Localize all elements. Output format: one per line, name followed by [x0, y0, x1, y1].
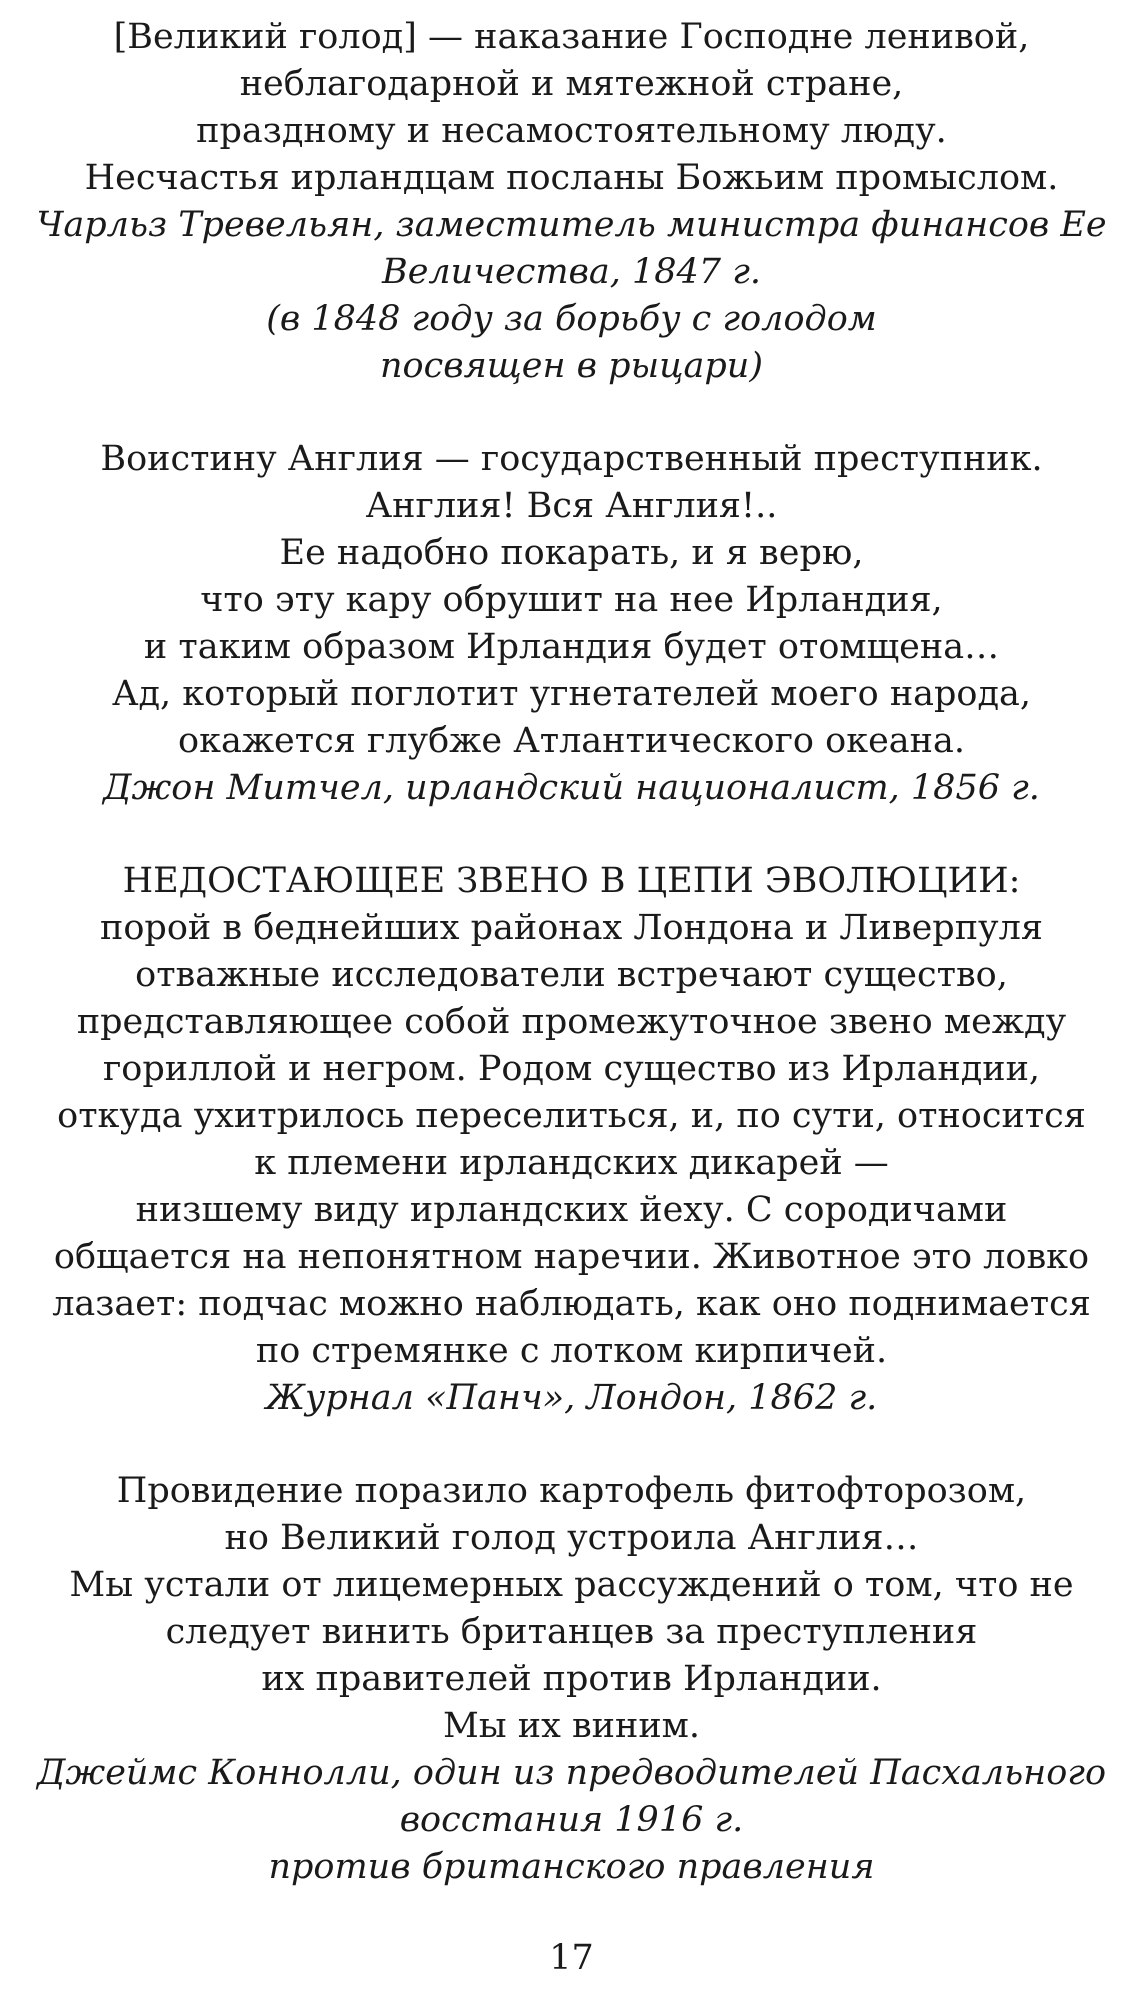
- quote-line: к племени ирландских дикарей —: [254, 1143, 889, 1183]
- quote-line: отважные исследователи встречают существо,: [135, 955, 1008, 995]
- quote-line: следует винить британцев за преступления: [165, 1612, 978, 1652]
- quote-line: Ад, который поглотит угнетателей моего народа,: [111, 674, 1032, 714]
- attribution-line: Джон Митчел, ирландский националист, 1856 г.: [103, 768, 1040, 808]
- quote-line: [Великий голод] — наказание Господне ленивой,: [113, 17, 1030, 57]
- quote-line: Воистину Англия — государственный преступник.: [100, 439, 1043, 479]
- page-number: 17: [549, 1938, 594, 1978]
- quote-line: по стремянке с лотком кирпичей.: [255, 1331, 888, 1371]
- quote-line: представляющее собой промежуточное звено между: [76, 1002, 1067, 1042]
- epigraph-punch: [20, 858, 1123, 1422]
- quote-line: Провидение поразило картофель фитофторозом,: [116, 1471, 1027, 1511]
- attribution-line: против британского правления: [268, 1847, 875, 1887]
- quote-line: окажется глубже Атлантического океана.: [178, 721, 965, 761]
- quote-line: что эту кару обрушит на нее Ирландия,: [200, 580, 943, 620]
- attribution-line: Джеймс Коннолли, один из предводителей Пасхального: [36, 1753, 1107, 1793]
- quote-line: их правителей против Ирландии.: [261, 1659, 882, 1699]
- epigraph-mitchel: [20, 436, 1123, 812]
- epigraph-connolly: [20, 1468, 1123, 1891]
- attribution-line: (в 1848 году за борьбу с голодом: [266, 299, 877, 339]
- quote-line: но Великий голод устроила Англия…: [224, 1518, 919, 1558]
- quote-line: Мы их виним.: [442, 1706, 701, 1746]
- quote-line: НЕДОСТАЮЩЕЕ ЗВЕНО В ЦЕПИ ЭВОЛЮЦИИ:: [122, 861, 1021, 901]
- attribution-line: Величества, 1847 г.: [381, 252, 762, 292]
- quote-line: Несчастья ирландцам посланы Божьим промыслом.: [84, 158, 1059, 198]
- attribution-line: восстания 1916 г.: [399, 1800, 744, 1840]
- quote-line: неблагодарной и мятежной стране,: [239, 64, 904, 104]
- attribution-line: Чарльз Тревельян, заместитель министра финансов Ее: [36, 205, 1107, 245]
- quote-line: Англия! Вся Англия!..: [365, 486, 778, 526]
- epigraph-trevelyan: [20, 14, 1123, 390]
- quote-line: Ее надобно покарать, и я верю,: [279, 533, 864, 573]
- quote-line: праздному и несамостоятельному люду.: [196, 111, 947, 151]
- quote-line: откуда ухитрилось переселиться, и, по сути, относится: [57, 1096, 1086, 1136]
- quote-line: порой в беднейших районах Лондона и Ливерпуля: [100, 908, 1043, 948]
- quote-line: Мы устали от лицемерных рассуждений о том, что не: [69, 1565, 1074, 1605]
- quote-line: лазает: подчас можно наблюдать, как оно поднимается: [52, 1284, 1091, 1324]
- quote-line: низшему виду ирландских йеху. С сородичами: [135, 1190, 1008, 1230]
- quote-line: гориллой и негром. Родом существо из Ирландии,: [102, 1049, 1041, 1089]
- quote-line: и таким образом Ирландия будет отомщена…: [143, 627, 1000, 667]
- attribution-line: посвящен в рыцари): [380, 346, 763, 386]
- quote-line: общается на непонятном наречии. Животное это ловко: [53, 1237, 1090, 1277]
- attribution-line: Журнал «Панч», Лондон, 1862 г.: [265, 1378, 878, 1418]
